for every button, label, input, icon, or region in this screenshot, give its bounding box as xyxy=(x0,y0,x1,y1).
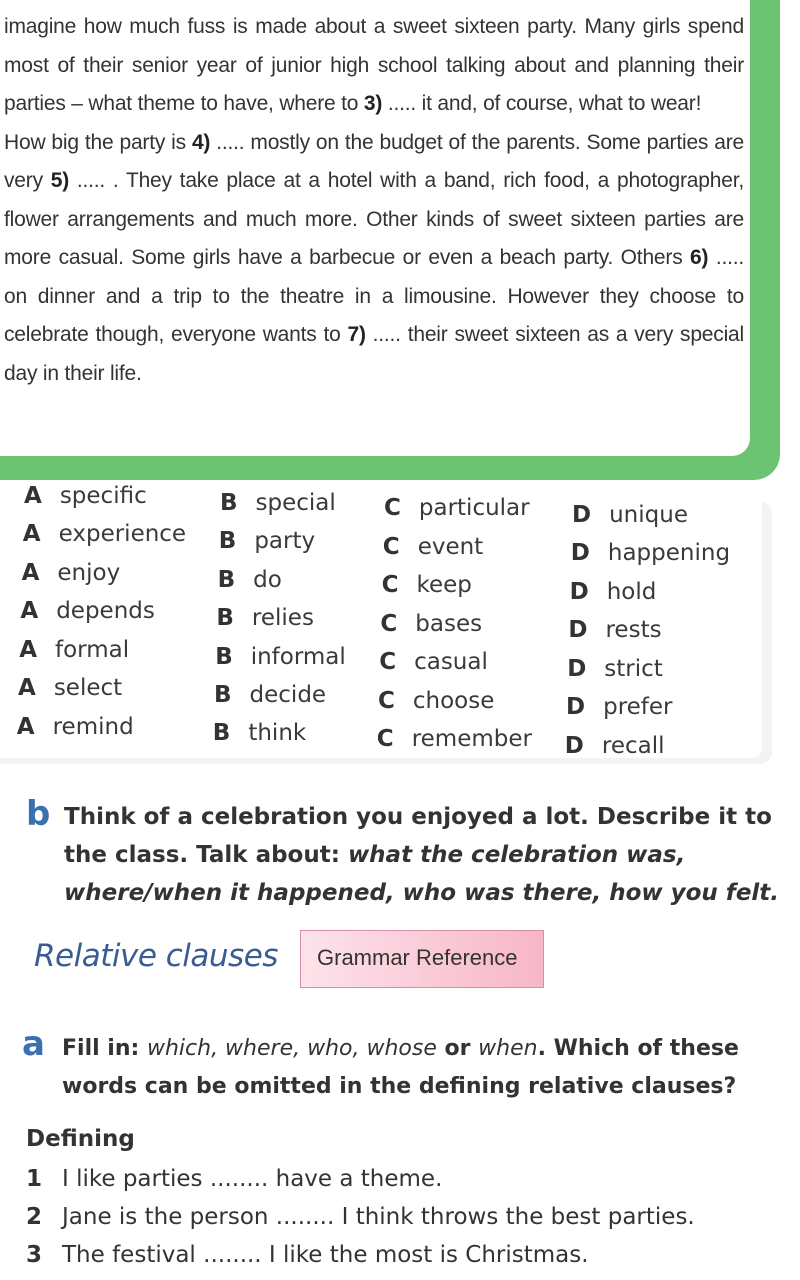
gap-number: 6) xyxy=(690,246,709,269)
option-b xyxy=(219,528,315,554)
paragraph-text-run: ..... mostly on the budget of the parents. Some parties are very xyxy=(4,130,744,192)
option-word: relies xyxy=(251,605,314,632)
task-a-text-run: Fill in: xyxy=(62,1036,147,1061)
option-row xyxy=(0,482,760,529)
option-word: do xyxy=(253,566,282,593)
defining-label: Defining xyxy=(26,1126,135,1152)
option-word: prefer xyxy=(603,694,673,721)
option-word: unique xyxy=(609,502,688,529)
task-a-italic-run: when xyxy=(478,1036,538,1061)
option-b xyxy=(220,490,336,516)
reading-panel xyxy=(0,0,750,456)
option-a xyxy=(17,714,134,740)
gap-number: 4) xyxy=(191,130,211,154)
task-b-italic-text: what the celebration was, where/when it happened, who was there, how you felt. xyxy=(64,842,780,906)
option-b xyxy=(214,682,326,708)
option-word: particular xyxy=(418,495,530,522)
option-letter: B xyxy=(214,681,232,708)
task-a-text-run: . Which of these words can be omitted in the defining relative clauses? xyxy=(62,1036,739,1099)
option-c xyxy=(384,495,530,521)
example-sentence: I like parties ........ have a theme. xyxy=(62,1166,443,1192)
option-word: choose xyxy=(412,687,495,714)
option-b xyxy=(218,567,282,593)
example-item xyxy=(26,1204,786,1240)
option-c xyxy=(379,649,488,675)
option-word: happening xyxy=(607,540,731,567)
task-b-instructions xyxy=(64,798,784,912)
option-letter: B xyxy=(218,528,237,555)
option-letter: D xyxy=(567,655,587,682)
task-b-bold-text: Think of a celebration you enjoyed a lot. Describe it to the class. Talk about: xyxy=(64,804,772,868)
option-word: remember xyxy=(411,726,532,753)
paragraph-text-run: How big the party is xyxy=(4,130,192,154)
option-word: casual xyxy=(414,649,488,676)
option-word: event xyxy=(417,533,484,560)
option-letter: C xyxy=(379,649,397,676)
option-c xyxy=(383,534,483,560)
option-letter: C xyxy=(376,726,394,753)
option-word: remind xyxy=(52,713,134,740)
option-word: specific xyxy=(59,482,147,509)
options-table xyxy=(0,482,772,782)
option-a xyxy=(23,521,186,547)
task-a-marker: a xyxy=(22,1024,45,1064)
option-word: rests xyxy=(605,617,662,644)
option-word: think xyxy=(248,720,307,747)
option-letter: A xyxy=(19,636,37,663)
option-letter: A xyxy=(16,713,35,740)
option-row xyxy=(0,559,760,605)
option-b xyxy=(216,605,314,631)
paragraph-text-run: ..... their sweet sixteen as a very special day in their life. xyxy=(4,323,744,385)
option-word: enjoy xyxy=(57,559,121,586)
reading-frame xyxy=(0,0,780,480)
option-a xyxy=(18,675,122,701)
option-row xyxy=(0,636,760,682)
option-b xyxy=(215,644,346,670)
paragraph-2 xyxy=(4,124,744,394)
option-word: formal xyxy=(55,636,130,663)
example-sentence: The festival ........ I like the most is Christmas. xyxy=(62,1242,589,1268)
option-c xyxy=(380,611,482,637)
option-letter: D xyxy=(570,540,590,567)
option-letter: C xyxy=(381,572,399,599)
option-word: hold xyxy=(606,578,657,605)
option-letter: A xyxy=(21,559,40,586)
option-letter: A xyxy=(20,598,39,625)
task-b-marker: b xyxy=(26,794,51,834)
reading-passage xyxy=(4,8,744,393)
task-a-instructions xyxy=(62,1030,782,1106)
option-a xyxy=(22,560,121,586)
gap-number: 7) xyxy=(347,323,366,346)
example-number: 1 xyxy=(26,1166,43,1192)
option-word: depends xyxy=(56,598,155,625)
option-letter: B xyxy=(212,720,231,747)
option-row xyxy=(0,675,760,721)
option-letter: B xyxy=(216,605,234,632)
option-letter: D xyxy=(566,694,586,721)
option-letter: A xyxy=(18,675,36,702)
option-a xyxy=(20,598,154,624)
example-number: 3 xyxy=(26,1242,43,1268)
option-letter: D xyxy=(564,732,584,759)
task-a-text-run: or xyxy=(436,1036,479,1061)
option-word: recall xyxy=(601,732,665,759)
option-word: select xyxy=(53,675,123,702)
option-b xyxy=(213,720,306,746)
example-item xyxy=(26,1242,786,1278)
option-letter: C xyxy=(382,533,400,560)
option-word: informal xyxy=(250,643,346,670)
section-title: Relative clauses xyxy=(34,938,278,974)
gap-number: 3) xyxy=(363,92,383,115)
option-letter: B xyxy=(217,566,236,593)
option-letter: D xyxy=(572,502,592,529)
paragraph-text-run: ..... . They take place at a hotel with a band, rich food, a photographer, flower arrangements and much more. Other kinds of sweet sixteen parties are more casual. Some girls have a barbecue or even a beach party. Others xyxy=(4,169,744,269)
option-letter: B xyxy=(220,489,238,516)
gap-number: 5) xyxy=(50,169,69,192)
option-letter: B xyxy=(215,643,233,670)
example-sentence: Jane is the person ........ I think throws the best parties. xyxy=(62,1204,695,1230)
option-letter: C xyxy=(380,610,398,637)
option-letter: A xyxy=(24,482,42,509)
option-c xyxy=(382,572,472,598)
option-row xyxy=(0,598,760,644)
option-letter: D xyxy=(569,578,589,605)
option-row xyxy=(0,713,760,759)
grammar-reference-tab[interactable] xyxy=(300,930,544,988)
option-word: experience xyxy=(58,521,187,548)
example-item xyxy=(26,1166,786,1202)
paragraph-1 xyxy=(4,8,744,124)
option-a xyxy=(24,483,147,509)
option-letter: C xyxy=(384,495,401,522)
task-a-italic-run: which, where, who, whose xyxy=(146,1036,437,1061)
paragraph-text-run: ..... it and, of course, what to wear! xyxy=(382,92,702,115)
options-panel xyxy=(0,482,762,758)
option-word: party xyxy=(254,528,316,555)
grammar-reference-label: Grammar Reference xyxy=(317,945,518,970)
paragraph-text-run: imagine how much fuss is made about a sweet sixteen party. Many girls spend most of their senior year of junior high school talking about and planning their parties – what theme to have, where to xyxy=(4,15,744,115)
option-letter: A xyxy=(22,521,41,548)
option-c xyxy=(377,726,532,752)
option-row xyxy=(0,521,760,567)
option-c xyxy=(378,688,494,714)
option-letter: D xyxy=(568,617,588,644)
example-number: 2 xyxy=(26,1204,43,1230)
paragraph-text-run: ..... on dinner and a trip to the theatre in a limousine. However they choose to celebrate though, everyone wants to xyxy=(4,246,744,346)
option-a xyxy=(19,637,129,663)
option-word: strict xyxy=(604,655,663,682)
option-word: decide xyxy=(249,681,327,708)
option-word: bases xyxy=(415,610,483,637)
option-d xyxy=(565,733,665,759)
option-word: keep xyxy=(416,572,472,599)
option-word: special xyxy=(255,489,336,516)
option-letter: C xyxy=(378,687,395,714)
